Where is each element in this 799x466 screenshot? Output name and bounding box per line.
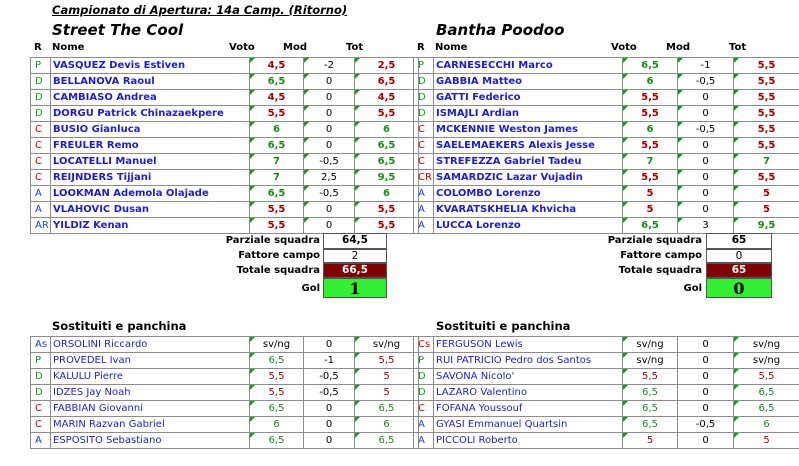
away-lineup-table	[413, 57, 799, 234]
bench-vote: 5	[623, 433, 678, 449]
player-name: LUCCA Lorenzo	[434, 218, 623, 234]
player-role: P	[414, 58, 434, 74]
player-name: VASQUEZ Devis Estiven	[51, 58, 250, 74]
player-row	[31, 218, 419, 234]
player-row	[31, 186, 419, 202]
bench-vote: 6,5	[623, 401, 678, 417]
player-mod: -0,5	[304, 154, 355, 170]
player-vote: 5,5	[250, 106, 304, 122]
player-row	[31, 138, 419, 154]
player-mod: -0,5	[678, 74, 734, 90]
player-vote: 5,5	[250, 218, 304, 234]
player-total: 6,5	[355, 154, 419, 170]
player-row	[414, 122, 799, 138]
bench-name: ESPOSITO Sebastiano	[51, 433, 250, 449]
away-team-name: Bantha Poodoo	[436, 21, 565, 39]
bench-name: IDZES Jay Noah	[51, 385, 250, 401]
player-name: SAELEMAEKERS Alexis Jesse	[434, 138, 623, 154]
round-title: Campionato di Apertura: 14a Camp. (Ritorno)	[52, 3, 348, 17]
header-role: R	[417, 42, 425, 53]
bench-total: 5	[734, 433, 799, 449]
bench-vote: sv/ng	[250, 337, 304, 353]
player-mod: 0	[678, 202, 734, 218]
player-vote: 6,5	[250, 138, 304, 154]
header-vote: Voto	[229, 42, 255, 53]
player-mod: 0	[678, 154, 734, 170]
bench-total: sv/ng	[734, 353, 799, 369]
player-vote: 5	[623, 202, 678, 218]
bench-vote: 5,5	[250, 385, 304, 401]
player-role: A	[414, 202, 434, 218]
bench-row	[414, 337, 799, 353]
bench-role: D	[31, 369, 51, 385]
bench-total: 6,5	[734, 385, 799, 401]
player-total: 6,5	[355, 74, 419, 90]
bench-mod: 0	[678, 353, 734, 369]
player-row	[31, 90, 419, 106]
player-vote: 7	[250, 154, 304, 170]
away-partial-value: 65	[706, 233, 772, 249]
player-name: BUSIO Gianluca	[51, 122, 250, 138]
partial-label: Parziale squadra	[225, 235, 320, 246]
bench-row	[414, 433, 799, 449]
player-row	[414, 90, 799, 106]
player-total: 9,5	[355, 170, 419, 186]
player-vote: 6,5	[250, 186, 304, 202]
bench-name: GYASI Emmanuel Quartsin	[434, 417, 623, 433]
player-role: D	[414, 106, 434, 122]
player-total: 2,5	[355, 58, 419, 74]
bench-total: 6,5	[355, 401, 419, 417]
player-row	[31, 106, 419, 122]
bench-total: 5	[355, 385, 419, 401]
bench-row	[414, 417, 799, 433]
bench-name: PROVEDEL Ivan	[51, 353, 250, 369]
home-team-name: Street The Cool	[52, 21, 184, 39]
bench-role: Cs	[414, 337, 434, 353]
player-total: 6	[355, 186, 419, 202]
bench-vote: 5,5	[623, 369, 678, 385]
player-total: 5,5	[355, 218, 419, 234]
bench-mod: -0,5	[304, 369, 355, 385]
player-vote: 6,5	[250, 74, 304, 90]
bench-name: FABBIAN Giovanni	[51, 401, 250, 417]
bench-role: C	[31, 401, 51, 417]
player-role: A	[31, 202, 51, 218]
player-mod: 3	[678, 218, 734, 234]
header-tot: Tot	[729, 42, 747, 53]
player-mod: 0	[304, 218, 355, 234]
player-row	[414, 154, 799, 170]
player-role: C	[414, 138, 434, 154]
bench-row	[414, 369, 799, 385]
bench-role: A	[414, 433, 434, 449]
bench-total: sv/ng	[734, 337, 799, 353]
player-total: 6	[355, 122, 419, 138]
player-row	[414, 218, 799, 234]
home-factor-label: Fattore campo	[238, 250, 320, 261]
goals-label: Gol	[683, 283, 702, 294]
bench-total: 6,5	[355, 433, 419, 449]
player-role: A	[414, 186, 434, 202]
player-mod: 0	[678, 170, 734, 186]
bench-row	[414, 353, 799, 369]
player-vote: 5,5	[623, 170, 678, 186]
player-mod: 0	[678, 90, 734, 106]
player-name: COLOMBO Lorenzo	[434, 186, 623, 202]
header-mod: Mod	[283, 42, 307, 53]
bench-name: LAZARO Valentino	[434, 385, 623, 401]
header-vote: Voto	[611, 42, 637, 53]
player-role: C	[31, 170, 51, 186]
player-name: CARNESECCHI Marco	[434, 58, 623, 74]
bench-mod: 0	[678, 385, 734, 401]
total-label: Totale squadra	[618, 265, 702, 276]
player-vote: 6	[250, 122, 304, 138]
player-vote: 6,5	[623, 58, 678, 74]
player-name: SAMARDZIC Lazar Vujadin	[434, 170, 623, 186]
bench-mod: 0	[678, 337, 734, 353]
player-total: 5,5	[734, 106, 799, 122]
player-total: 5	[734, 202, 799, 218]
player-name: DORGU Patrick Chinazaekpere	[51, 106, 250, 122]
player-row	[414, 170, 799, 186]
player-name: REIJNDERS Tijjani	[51, 170, 250, 186]
bench-vote: 6,5	[250, 353, 304, 369]
player-row	[414, 106, 799, 122]
player-role: D	[414, 90, 434, 106]
bench-role: A	[31, 433, 51, 449]
header-mod: Mod	[666, 42, 690, 53]
bench-total: 6	[355, 417, 419, 433]
player-mod: 2,5	[304, 170, 355, 186]
bench-role: D	[31, 385, 51, 401]
player-row	[414, 58, 799, 74]
bench-name: ORSOLINI Riccardo	[51, 337, 250, 353]
player-total: 5,5	[734, 170, 799, 186]
player-total: 5,5	[734, 122, 799, 138]
player-mod: 0	[304, 122, 355, 138]
player-mod: -0,5	[678, 122, 734, 138]
bench-vote: sv/ng	[623, 353, 678, 369]
player-row	[31, 74, 419, 90]
player-role: C	[414, 154, 434, 170]
bench-vote: 6,5	[250, 401, 304, 417]
bench-row	[31, 385, 419, 401]
player-mod: 0	[678, 186, 734, 202]
player-vote: 6	[623, 122, 678, 138]
bench-row	[31, 369, 419, 385]
bench-mod: 0	[304, 417, 355, 433]
bench-role: P	[414, 353, 434, 369]
bench-row	[31, 417, 419, 433]
bench-vote: 5,5	[250, 369, 304, 385]
player-name: LOCATELLI Manuel	[51, 154, 250, 170]
player-vote: 5,5	[623, 106, 678, 122]
player-vote: 6	[623, 74, 678, 90]
player-role: A	[414, 218, 434, 234]
header-name: Nome	[52, 42, 85, 53]
player-role: D	[31, 106, 51, 122]
player-total: 4,5	[355, 90, 419, 106]
player-mod: 0	[304, 106, 355, 122]
player-vote: 7	[250, 170, 304, 186]
bench-mod: 0	[678, 369, 734, 385]
home-partial-value: 64,5	[323, 233, 387, 249]
player-mod: 0	[304, 138, 355, 154]
home-bench-table	[30, 336, 419, 449]
bench-name: RUI PATRICIO Pedro dos Santos	[434, 353, 623, 369]
player-vote: 5	[623, 186, 678, 202]
bench-mod: 0	[678, 433, 734, 449]
player-name: YILDIZ Kenan	[51, 218, 250, 234]
player-name: ISMAJLI Ardian	[434, 106, 623, 122]
bench-total: 6	[734, 417, 799, 433]
away-goals-value: 0	[706, 278, 772, 298]
home-factor-value: 2	[323, 249, 387, 263]
bench-name: FERGUSON Lewis	[434, 337, 623, 353]
player-role: AR	[31, 218, 51, 234]
player-role: A	[31, 186, 51, 202]
player-mod: 0	[304, 202, 355, 218]
player-vote: 4,5	[250, 58, 304, 74]
player-role: D	[31, 74, 51, 90]
player-total: 5,5	[355, 202, 419, 218]
player-row	[31, 170, 419, 186]
player-row	[414, 74, 799, 90]
player-name: MCKENNIE Weston James	[434, 122, 623, 138]
player-total: 6,5	[355, 138, 419, 154]
bench-mod: 0	[678, 401, 734, 417]
player-name: KVARATSKHELIA Khvicha	[434, 202, 623, 218]
goals-label: Gol	[301, 283, 320, 294]
bench-total: sv/ng	[355, 337, 419, 353]
player-role: D	[31, 90, 51, 106]
home-goals-value: 1	[323, 278, 387, 298]
player-name: GATTI Federico	[434, 90, 623, 106]
player-total: 5,5	[734, 138, 799, 154]
player-row	[31, 122, 419, 138]
bench-role: D	[414, 385, 434, 401]
player-vote: 7	[623, 154, 678, 170]
bench-row	[31, 337, 419, 353]
player-role: C	[31, 154, 51, 170]
bench-mod: -0,5	[678, 417, 734, 433]
bench-row	[31, 353, 419, 369]
player-name: VLAHOVIC Dusan	[51, 202, 250, 218]
bench-vote: 6,5	[623, 385, 678, 401]
player-total: 5,5	[734, 90, 799, 106]
home-factor-label: Fattore campo	[620, 250, 702, 261]
player-mod: 0	[678, 138, 734, 154]
bench-name: FOFANA Youssouf	[434, 401, 623, 417]
bench-vote: 6,5	[250, 433, 304, 449]
player-total: 7	[734, 154, 799, 170]
bench-name: PICCOLI Roberto	[434, 433, 623, 449]
player-mod: -2	[304, 58, 355, 74]
player-vote: 5,5	[623, 138, 678, 154]
player-role: CR	[414, 170, 434, 186]
bench-vote: sv/ng	[623, 337, 678, 353]
total-label: Totale squadra	[236, 265, 320, 276]
bench-total: 5	[355, 369, 419, 385]
bench-row	[31, 401, 419, 417]
header-role: R	[34, 42, 42, 53]
bench-vote: 6	[250, 417, 304, 433]
away-factor-value: 0	[706, 249, 772, 263]
player-vote: 5,5	[250, 202, 304, 218]
bench-total: 6,5	[734, 401, 799, 417]
player-name: STREFEZZA Gabriel Tadeu	[434, 154, 623, 170]
bench-role: As	[31, 337, 51, 353]
header-name: Nome	[435, 42, 468, 53]
player-mod: 0	[678, 106, 734, 122]
partial-label: Parziale squadra	[607, 235, 702, 246]
bench-mod: -0,5	[304, 385, 355, 401]
bench-mod: -1	[304, 353, 355, 369]
player-row	[414, 186, 799, 202]
away-total-value: 65	[706, 263, 772, 278]
player-mod: -1	[678, 58, 734, 74]
player-vote: 6,5	[623, 218, 678, 234]
bench-row	[414, 401, 799, 417]
home-total-value: 66,5	[323, 263, 387, 278]
player-mod: 0	[304, 90, 355, 106]
player-row	[31, 202, 419, 218]
bench-row	[31, 433, 419, 449]
bench-mod: 0	[304, 337, 355, 353]
player-name: FREULER Remo	[51, 138, 250, 154]
player-total: 5,5	[734, 74, 799, 90]
away-bench-title: Sostituiti e panchina	[436, 319, 571, 333]
player-mod: -0,5	[304, 186, 355, 202]
player-role: P	[31, 58, 51, 74]
bench-mod: 0	[304, 433, 355, 449]
player-mod: 0	[304, 74, 355, 90]
bench-row	[414, 385, 799, 401]
player-name: GABBIA Matteo	[434, 74, 623, 90]
bench-role: A	[414, 417, 434, 433]
bench-name: MARIN Razvan Gabriel	[51, 417, 250, 433]
bench-name: SAVONA Nicolo'	[434, 369, 623, 385]
home-lineup-table	[30, 57, 419, 234]
player-row	[31, 58, 419, 74]
player-row	[414, 138, 799, 154]
player-vote: 4,5	[250, 90, 304, 106]
bench-role: C	[31, 417, 51, 433]
player-role: D	[414, 74, 434, 90]
player-role: C	[31, 122, 51, 138]
player-vote: 5,5	[623, 90, 678, 106]
player-total: 5	[734, 186, 799, 202]
bench-role: C	[414, 401, 434, 417]
away-bench-table	[413, 336, 799, 449]
bench-role: P	[31, 353, 51, 369]
bench-total: 5,5	[734, 369, 799, 385]
player-total: 5,5	[734, 58, 799, 74]
player-name: CAMBIASO Andrea	[51, 90, 250, 106]
player-role: C	[414, 122, 434, 138]
bench-vote: 6,5	[623, 417, 678, 433]
player-name: LOOKMAN Ademola Olajade	[51, 186, 250, 202]
player-total: 5,5	[355, 106, 419, 122]
bench-mod: 0	[304, 401, 355, 417]
bench-role: D	[414, 369, 434, 385]
home-bench-title: Sostituiti e panchina	[52, 319, 187, 333]
player-role: C	[31, 138, 51, 154]
bench-name: KALULU Pierre	[51, 369, 250, 385]
player-row	[414, 202, 799, 218]
player-row	[31, 154, 419, 170]
player-name: BELLANOVA Raoul	[51, 74, 250, 90]
header-tot: Tot	[346, 42, 364, 53]
bench-total: 5,5	[355, 353, 419, 369]
player-total: 9,5	[734, 218, 799, 234]
